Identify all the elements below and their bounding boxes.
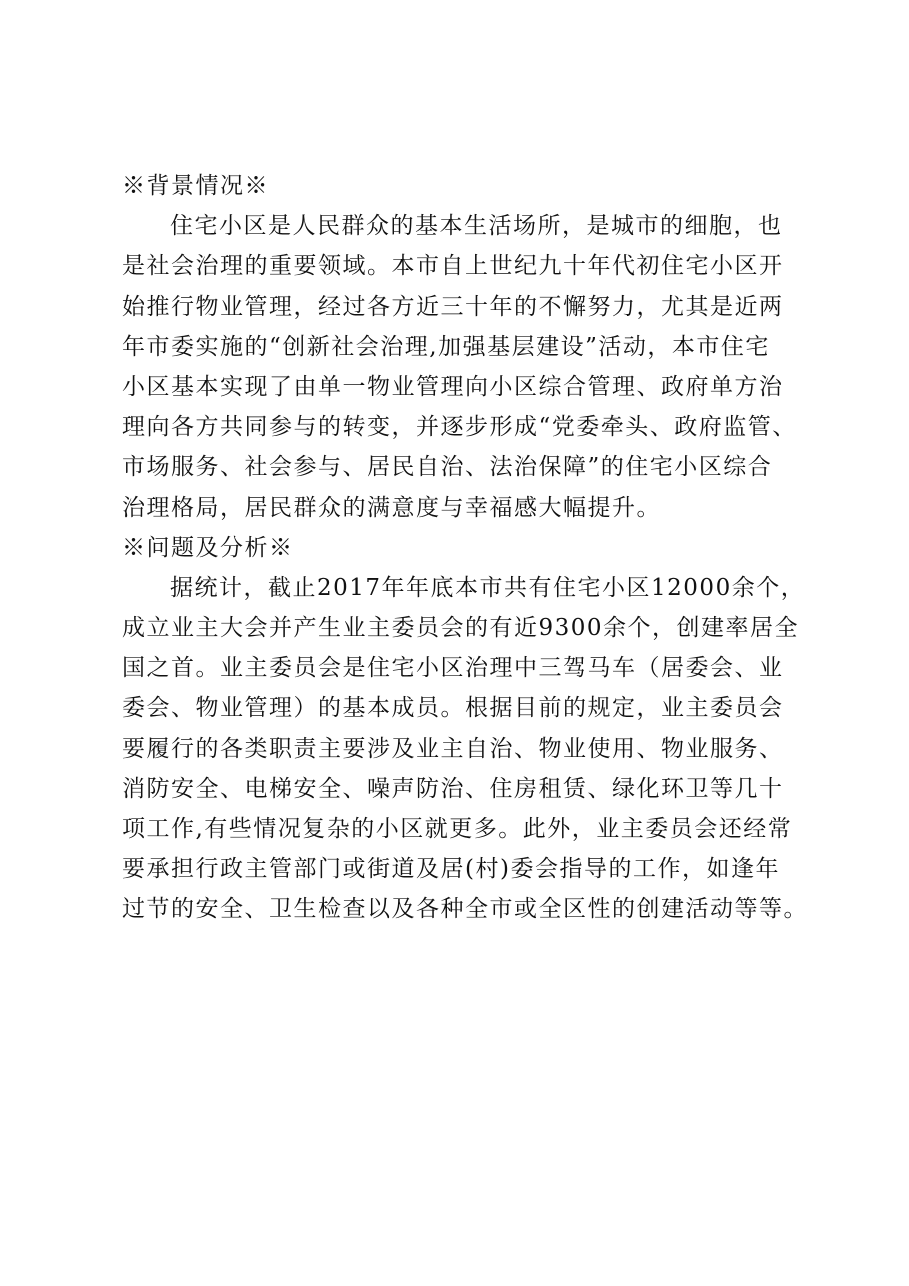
paragraph-line: 小区基本实现了由单一物业管理向小区综合管理、政府单方治	[122, 373, 784, 400]
paragraph-line: 要承担行政主管部门或街道及居(村)委会指导的工作，如逢年	[122, 856, 780, 883]
paragraph-line: 市场服务、社会参与、居民自治、法治保障”的住宅小区综合	[122, 454, 773, 481]
paragraph-line: 理向各方共同参与的转变，并逐步形成“党委牵头、政府监管、	[122, 414, 797, 441]
paragraph-line: 项工作,有些情况复杂的小区就更多。此外，业主委员会还经常	[122, 816, 793, 842]
document-body	[122, 166, 808, 930]
paragraph-line: 国之首。业主委员会是住宅小区治理中三驾马车（居委会、业	[122, 655, 784, 682]
paragraph-line: 成立业主大会并产生业主委员会的有近9300余个，创建率居全	[122, 615, 800, 642]
section-heading-background: ※背景情况※	[122, 173, 269, 199]
paragraph-line: 委会、物业管理）的基本成员。根据目前的规定，业主委员会	[122, 695, 784, 722]
paragraph-line: 要履行的各类职责主要涉及业主自治、物业使用、物业服务、	[122, 735, 784, 762]
paragraph-line: 是社会治理的重要领域。本市自上世纪九十年代初住宅小区开	[122, 253, 784, 280]
paragraph-line: 始推行物业管理，经过各方近三十年的不懈努力，尤其是近两	[122, 293, 784, 320]
paragraph-line: 过节的安全、卫生检查以及各种全市或全区性的创建活动等等。	[122, 896, 808, 923]
section-heading-analysis: ※问题及分析※	[122, 534, 294, 561]
paragraph-line: 年市委实施的“创新社会治理,加强基层建设”活动，本市住宅	[122, 333, 770, 360]
paragraph-line: 住宅小区是人民群众的基本生活场所，是城市的细胞，也	[170, 213, 783, 240]
paragraph-line: 消防安全、电梯安全、噪声防治、住房租赁、绿化环卫等几十	[122, 775, 784, 802]
paragraph-line: 治理格局，居民群众的满意度与幸福感大幅提升。	[122, 494, 661, 521]
paragraph-line: 据统计，截止2017年年底本市共有住宅小区12000余个，	[170, 574, 806, 601]
